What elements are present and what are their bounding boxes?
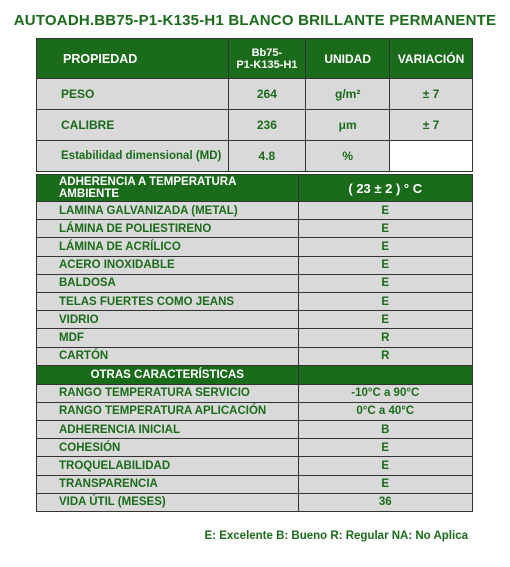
document-title: AUTOADH.BB75-P1-K135-H1 BLANCO BRILLANTE PERMANENTE <box>13 12 497 29</box>
table-row <box>37 493 473 511</box>
row-value: R <box>298 347 472 365</box>
properties-table <box>36 38 473 172</box>
row-label: LÁMINA DE POLIESTIRENO <box>37 220 299 238</box>
table-row <box>37 402 473 420</box>
adhesion-header-label: ADHERENCIA A TEMPERATURA AMBIENTE <box>37 175 299 202</box>
row-label: ADHERENCIA INICIAL <box>37 421 299 439</box>
row-value: E <box>298 457 472 475</box>
table-row <box>37 421 473 439</box>
property-value: 4.8 <box>228 141 306 172</box>
row-value: E <box>298 256 472 274</box>
row-label: MDF <box>37 329 299 347</box>
row-label: LÁMINA DE ACRÍLICO <box>37 238 299 256</box>
table-row <box>37 256 473 274</box>
properties-header-row <box>37 39 473 79</box>
header-variacion: VARIACIÓN <box>390 39 473 79</box>
row-value: E <box>298 439 472 457</box>
row-value: R <box>298 329 472 347</box>
row-value: E <box>298 311 472 329</box>
table-row <box>37 329 473 347</box>
row-value: E <box>298 202 472 220</box>
row-value: E <box>298 274 472 292</box>
property-label: Estabilidad dimensional (MD) <box>37 141 229 172</box>
table-row <box>37 220 473 238</box>
row-value: E <box>298 238 472 256</box>
other-characteristics-header: OTRAS CARACTERÍSTICAS <box>37 365 299 384</box>
property-label: PESO <box>37 79 229 110</box>
header-code-line2: P1-K135-H1 <box>236 58 298 71</box>
property-unit: % <box>306 141 390 172</box>
row-label: VIDRIO <box>37 311 299 329</box>
table-row <box>37 202 473 220</box>
table-row <box>37 141 473 172</box>
row-label: BALDOSA <box>37 274 299 292</box>
row-label: LAMINA GALVANIZADA (METAL) <box>37 202 299 220</box>
row-label: TELAS FUERTES COMO JEANS <box>37 292 299 310</box>
table-row <box>37 238 473 256</box>
property-label: CALIBRE <box>37 110 229 141</box>
property-variation <box>390 141 473 172</box>
row-value: 0°C a 40°C <box>298 402 472 420</box>
adhesion-table <box>36 174 473 512</box>
row-value: -10°C a 90°C <box>298 384 472 402</box>
row-label: ACERO INOXIDABLE <box>37 256 299 274</box>
row-label: COHESIÓN <box>37 439 299 457</box>
row-label: VIDA ÚTIL (MESES) <box>37 493 299 511</box>
property-variation: ± 7 <box>390 79 473 110</box>
row-label: RANGO TEMPERATURA SERVICIO <box>37 384 299 402</box>
table-row <box>37 457 473 475</box>
table-row <box>37 384 473 402</box>
property-unit: g/m² <box>306 79 390 110</box>
header-product-code <box>228 39 306 79</box>
table-row <box>37 475 473 493</box>
row-label: CARTÓN <box>37 347 299 365</box>
table-row <box>37 274 473 292</box>
row-label: RANGO TEMPERATURA APLICACIÓN <box>37 402 299 420</box>
row-value: 36 <box>298 493 472 511</box>
header-propiedad: PROPIEDAD <box>37 39 229 79</box>
row-value: E <box>298 475 472 493</box>
table-row <box>37 347 473 365</box>
adhesion-header-row <box>37 175 473 202</box>
adhesion-header-temp: ( 23 ± 2 ) ° C <box>298 175 472 202</box>
other-characteristics-header-row <box>37 365 473 384</box>
property-value: 264 <box>228 79 306 110</box>
row-value: E <box>298 292 472 310</box>
table-row <box>37 79 473 110</box>
row-label: TROQUELABILIDAD <box>37 457 299 475</box>
property-value: 236 <box>228 110 306 141</box>
row-value: B <box>298 421 472 439</box>
table-row <box>37 292 473 310</box>
row-label: TRANSPARENCIA <box>37 475 299 493</box>
header-code-line1: Bb75- <box>251 46 283 59</box>
header-unidad: UNIDAD <box>306 39 390 79</box>
property-unit: μm <box>306 110 390 141</box>
row-value: E <box>298 220 472 238</box>
other-characteristics-header-blank <box>298 365 472 384</box>
table-row <box>37 311 473 329</box>
table-row <box>37 439 473 457</box>
table-row <box>37 110 473 141</box>
property-variation: ± 7 <box>390 110 473 141</box>
rating-legend: E: Excelente B: Bueno R: Regular NA: No Aplica <box>204 530 468 542</box>
